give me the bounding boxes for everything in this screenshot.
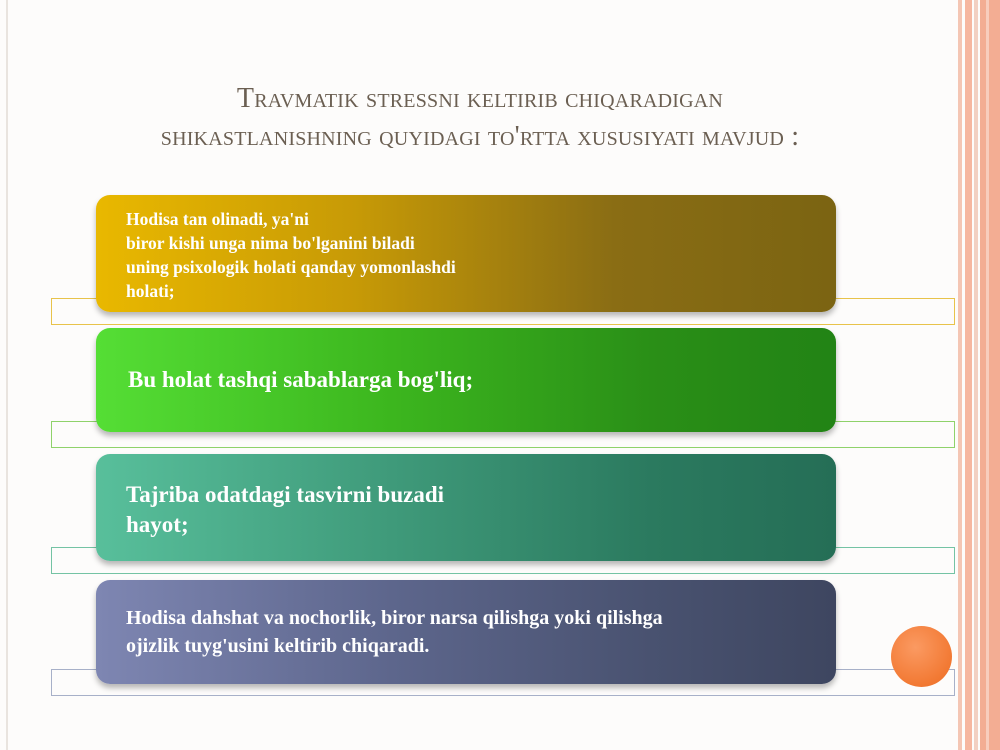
item-1-line-4: holati; (126, 281, 175, 301)
title-line-1: Travmatik stressni keltirib chiqaradigan (236, 83, 724, 114)
list-item-4 (96, 580, 836, 684)
list-item-1 (96, 195, 836, 312)
decor-stripe (980, 0, 1000, 750)
list-item-2 (96, 328, 836, 432)
item-4-line-2: ojizlik tuyg'usini keltirib chiqaradi. (126, 635, 430, 657)
title-line-2: shikastlanishning quyidagi to'rtta xususiyati mavjud : (160, 121, 800, 152)
item-3-line-1: Tajriba odatdagi tasvirni buzadi (126, 482, 445, 507)
item-1-line-3: uning psixologik holati qanday yomonlashdi (126, 257, 456, 277)
decor-stripe (986, 0, 989, 750)
item-1-line-1: Hodisa tan olinadi, ya'ni (126, 209, 309, 229)
item-2-line-1: Bu holat tashqi sabablarga bog'liq; (128, 367, 474, 392)
slide-title (30, 80, 930, 156)
left-divider (6, 0, 8, 750)
item-3-line-2: hayot; (126, 512, 189, 537)
list-item-3 (96, 454, 836, 561)
accent-circle (891, 626, 952, 687)
decor-stripe (974, 0, 978, 750)
decor-stripe (965, 0, 972, 750)
item-4-line-1: Hodisa dahshat va nochorlik, biror narsa qilishga yoki qilishga (126, 607, 663, 629)
decor-stripe (958, 0, 962, 750)
item-1-line-2: biror kishi unga nima bo'lganini biladi (126, 233, 415, 253)
